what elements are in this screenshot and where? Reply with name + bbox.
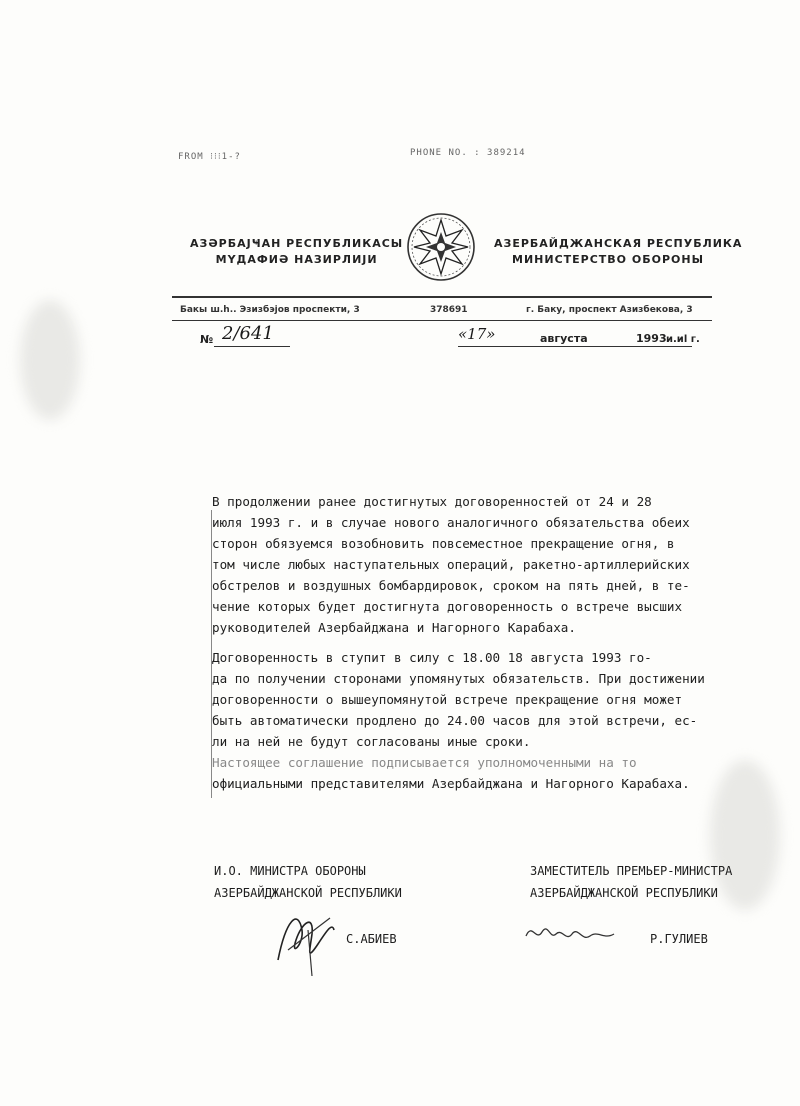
paper-stain bbox=[20, 300, 80, 420]
body-line: обстрелов и воздушных бомбардировок, сроком на пять дней, в те- bbox=[212, 578, 690, 593]
body-line: том числе любых наступательных операций, ракетно-артиллерийских bbox=[212, 557, 690, 572]
signature-right-name: Р.ГУЛИЕВ bbox=[650, 932, 708, 946]
body-line: В продолжении ранее достигнутых договоренностей от 24 и 28 bbox=[212, 494, 652, 509]
ref-year-suffix: и.иl г. bbox=[666, 334, 700, 345]
ref-date-underline bbox=[458, 346, 692, 347]
fax-from: FROM ⁝⁝⁝1-? bbox=[178, 152, 241, 162]
letterhead-right bbox=[494, 236, 742, 268]
signature-block-left bbox=[214, 860, 402, 904]
letterhead-left bbox=[190, 236, 403, 268]
ref-day: «17» bbox=[458, 325, 496, 343]
ref-month: августа bbox=[540, 332, 588, 345]
ref-number-prefix: № bbox=[200, 333, 214, 346]
fax-phone: PHONE NO. : 389214 bbox=[410, 148, 526, 158]
body-line: чение которых будет достигнута договоренность о встрече высших bbox=[212, 599, 683, 614]
letterhead-left-line1: АЗӘРБАЈҸАН РЕСПУБЛИКАСЫ bbox=[190, 237, 404, 250]
address-phone: 378691 bbox=[430, 305, 468, 315]
address-right: г. Баку, проспект Азизбекова, 3 bbox=[526, 305, 693, 315]
ref-number-underline bbox=[214, 346, 290, 347]
letterhead-right-line2: МИНИСТЕРСТВО ОБОРОНЫ bbox=[512, 253, 704, 266]
ref-year: 1993 bbox=[636, 332, 667, 345]
body-line: Настоящее соглашение подписывается уполномоченными на то bbox=[212, 755, 637, 770]
signature-left-name: С.АБИЕВ bbox=[346, 932, 397, 946]
body-line: Договоренность в ступит в силу с 18.00 18 августа 1993 го- bbox=[212, 650, 652, 665]
emblem-icon bbox=[404, 210, 478, 288]
signature-left-title1: И.О. МИНИСТРА ОБОРОНЫ bbox=[214, 864, 366, 878]
body-line: да по получении сторонами упомянутых обязательств. При достижении bbox=[212, 671, 705, 686]
body-line: быть автоматически продлено до 24.00 часов для этой встречи, ес- bbox=[212, 713, 698, 728]
letterhead-rule-top bbox=[172, 296, 712, 298]
signature-block-right bbox=[530, 860, 732, 904]
body-line: ли на ней не будут согласованы иные сроки. bbox=[212, 734, 531, 749]
signature-right-title2: АЗЕРБАЙДЖАНСКОЙ РЕСПУБЛИКИ bbox=[530, 886, 718, 900]
letterhead-left-line2: МҮДАФИӘ НАЗИРЛИЈИ bbox=[215, 253, 378, 266]
body-line: сторон обязуемся возобновить повсеместное прекращение огня, в bbox=[212, 536, 675, 551]
signature-right-handwriting bbox=[520, 912, 620, 956]
signature-right-title1: ЗАМЕСТИТЕЛЬ ПРЕМЬЕР-МИНИСТРА bbox=[530, 864, 733, 878]
signature-left-handwriting bbox=[268, 900, 348, 984]
body-line: договоренности о вышеупомянутой встрече прекращение огня может bbox=[212, 692, 683, 707]
body-line: июля 1993 г. и в случае нового аналогичного обязательства обеих bbox=[212, 515, 690, 530]
signature-left-title2: АЗЕРБАЙДЖАНСКОЙ РЕСПУБЛИКИ bbox=[214, 886, 402, 900]
ref-number: 2/641 bbox=[222, 323, 274, 344]
body-line: официальными представителями Азербайджана и Нагорного Карабаха. bbox=[212, 776, 690, 791]
address-left: Бакы ш.h.. Эзизбэјов проспекти, 3 bbox=[180, 305, 360, 315]
agreement-body bbox=[212, 491, 732, 794]
body-line: руководителей Азербайджана и Нагорного Карабаха. bbox=[212, 620, 576, 635]
letterhead-right-line1: АЗЕРБАЙДЖАНСКАЯ РЕСПУБЛИКА bbox=[494, 237, 743, 250]
letterhead-rule-bottom bbox=[172, 320, 712, 321]
